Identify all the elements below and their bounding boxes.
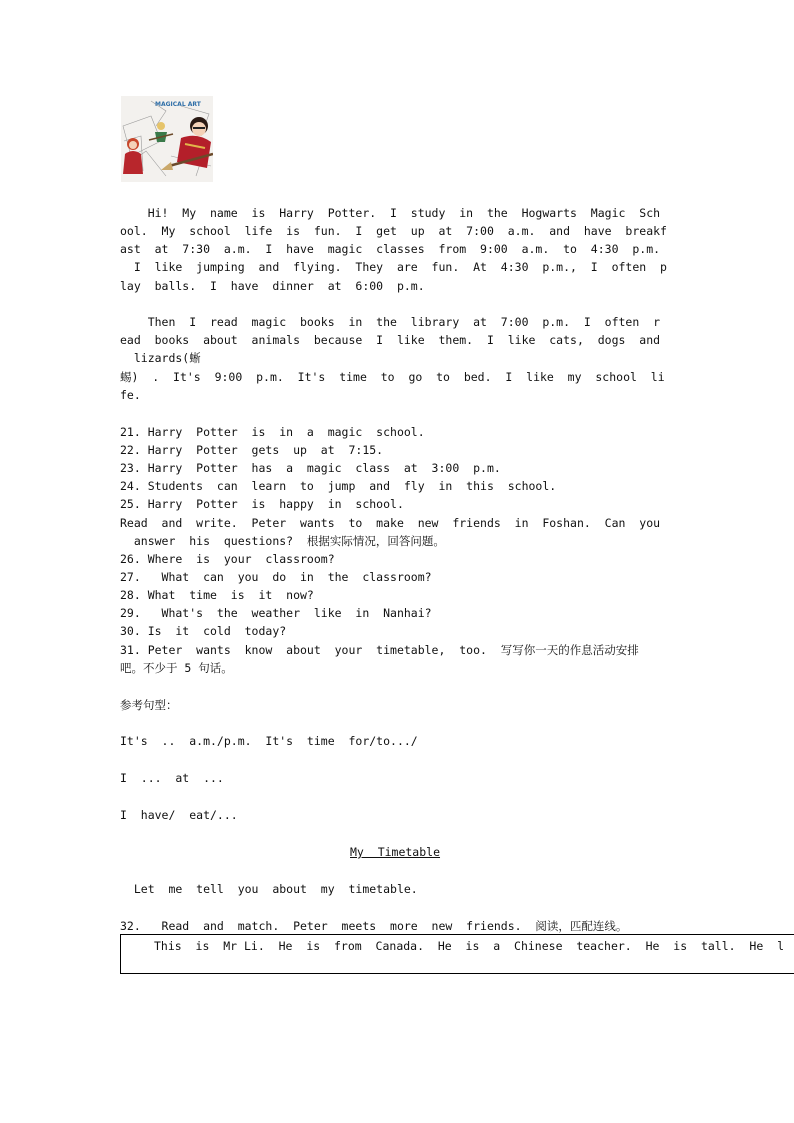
read-write-instruction-cont: answer his questions? 根据实际情况，回答问题。 — [120, 534, 445, 548]
question-27: 27. What can you do in the classroom? — [120, 570, 432, 584]
question-30: 30. Is it cold today? — [120, 624, 287, 638]
question-31: 31. Peter wants know about your timetable, too. 写写你一天的作息活动安排 — [120, 643, 639, 657]
timetable-intro: Let me tell you about my timetable. — [120, 882, 418, 896]
passage-line: Hi! My name is Harry Potter. I study in the Hogwarts Magic Sch — [120, 206, 661, 220]
passage-line: Then I read magic books in the library at 7:00 p.m. I often r — [120, 315, 661, 329]
match-passage-text: This is Mr Li. He is from Canada. He is a Chinese teacher. He is tall. He l — [154, 939, 785, 953]
question-24: 24. Students can learn to jump and fly in this school. — [120, 479, 557, 493]
passage-line: ead books about animals because I like them. I like cats, dogs and — [120, 333, 661, 347]
passage-line: ast at 7:30 a.m. I have magic classes from 9:00 a.m. to 4:30 p.m. — [120, 242, 661, 256]
passage-line: lay balls. I have dinner at 6:00 p.m. — [120, 279, 425, 293]
passage-line: fe. — [120, 388, 141, 402]
question-23: 23. Harry Potter has a magic class at 3:00 p.m. — [120, 461, 501, 475]
question-28: 28. What time is it now? — [120, 588, 314, 602]
question-22: 22. Harry Potter gets up at 7:15. — [120, 443, 384, 457]
reference-pattern: I ... at ... — [120, 771, 224, 785]
passage-line: ool. My school life is fun. I get up at 7:00 a.m. and have breakf — [120, 224, 667, 238]
passage-line: lizards(蜥 — [120, 351, 201, 365]
question-26: 26. Where is your classroom? — [120, 552, 335, 566]
question-31-cont: 吧。不少于 5 句话。 — [120, 661, 233, 675]
match-instruction: 32. Read and match. Peter meets more new friends. 阅读，匹配连线。 — [120, 919, 628, 933]
illustration-graphic — [121, 96, 213, 182]
read-write-instruction: Read and write. Peter wants to make new friends in Foshan. Can you — [120, 516, 661, 530]
question-21: 21. Harry Potter is in a magic school. — [120, 425, 425, 439]
passage-line: I like jumping and flying. They are fun. At 4:30 p.m., I often p — [120, 260, 667, 274]
reference-pattern: It's .. a.m./p.m. It's time for/to.../ — [120, 734, 418, 748]
magic-art-illustration — [121, 96, 213, 182]
reference-heading: 参考句型： — [120, 698, 178, 712]
reference-pattern: I have/ eat/... — [120, 808, 238, 822]
match-passage-box — [120, 934, 794, 974]
question-25: 25. Harry Potter is happy in school. — [120, 497, 404, 511]
passage-line: 蜴) . It's 9:00 p.m. It's time to go to bed. I like my school li — [120, 370, 665, 384]
illustration-logo-text: MAGICAL ART — [155, 101, 201, 108]
timetable-title: My Timetable — [350, 845, 441, 859]
question-29: 29. What's the weather like in Nanhai? — [120, 606, 432, 620]
